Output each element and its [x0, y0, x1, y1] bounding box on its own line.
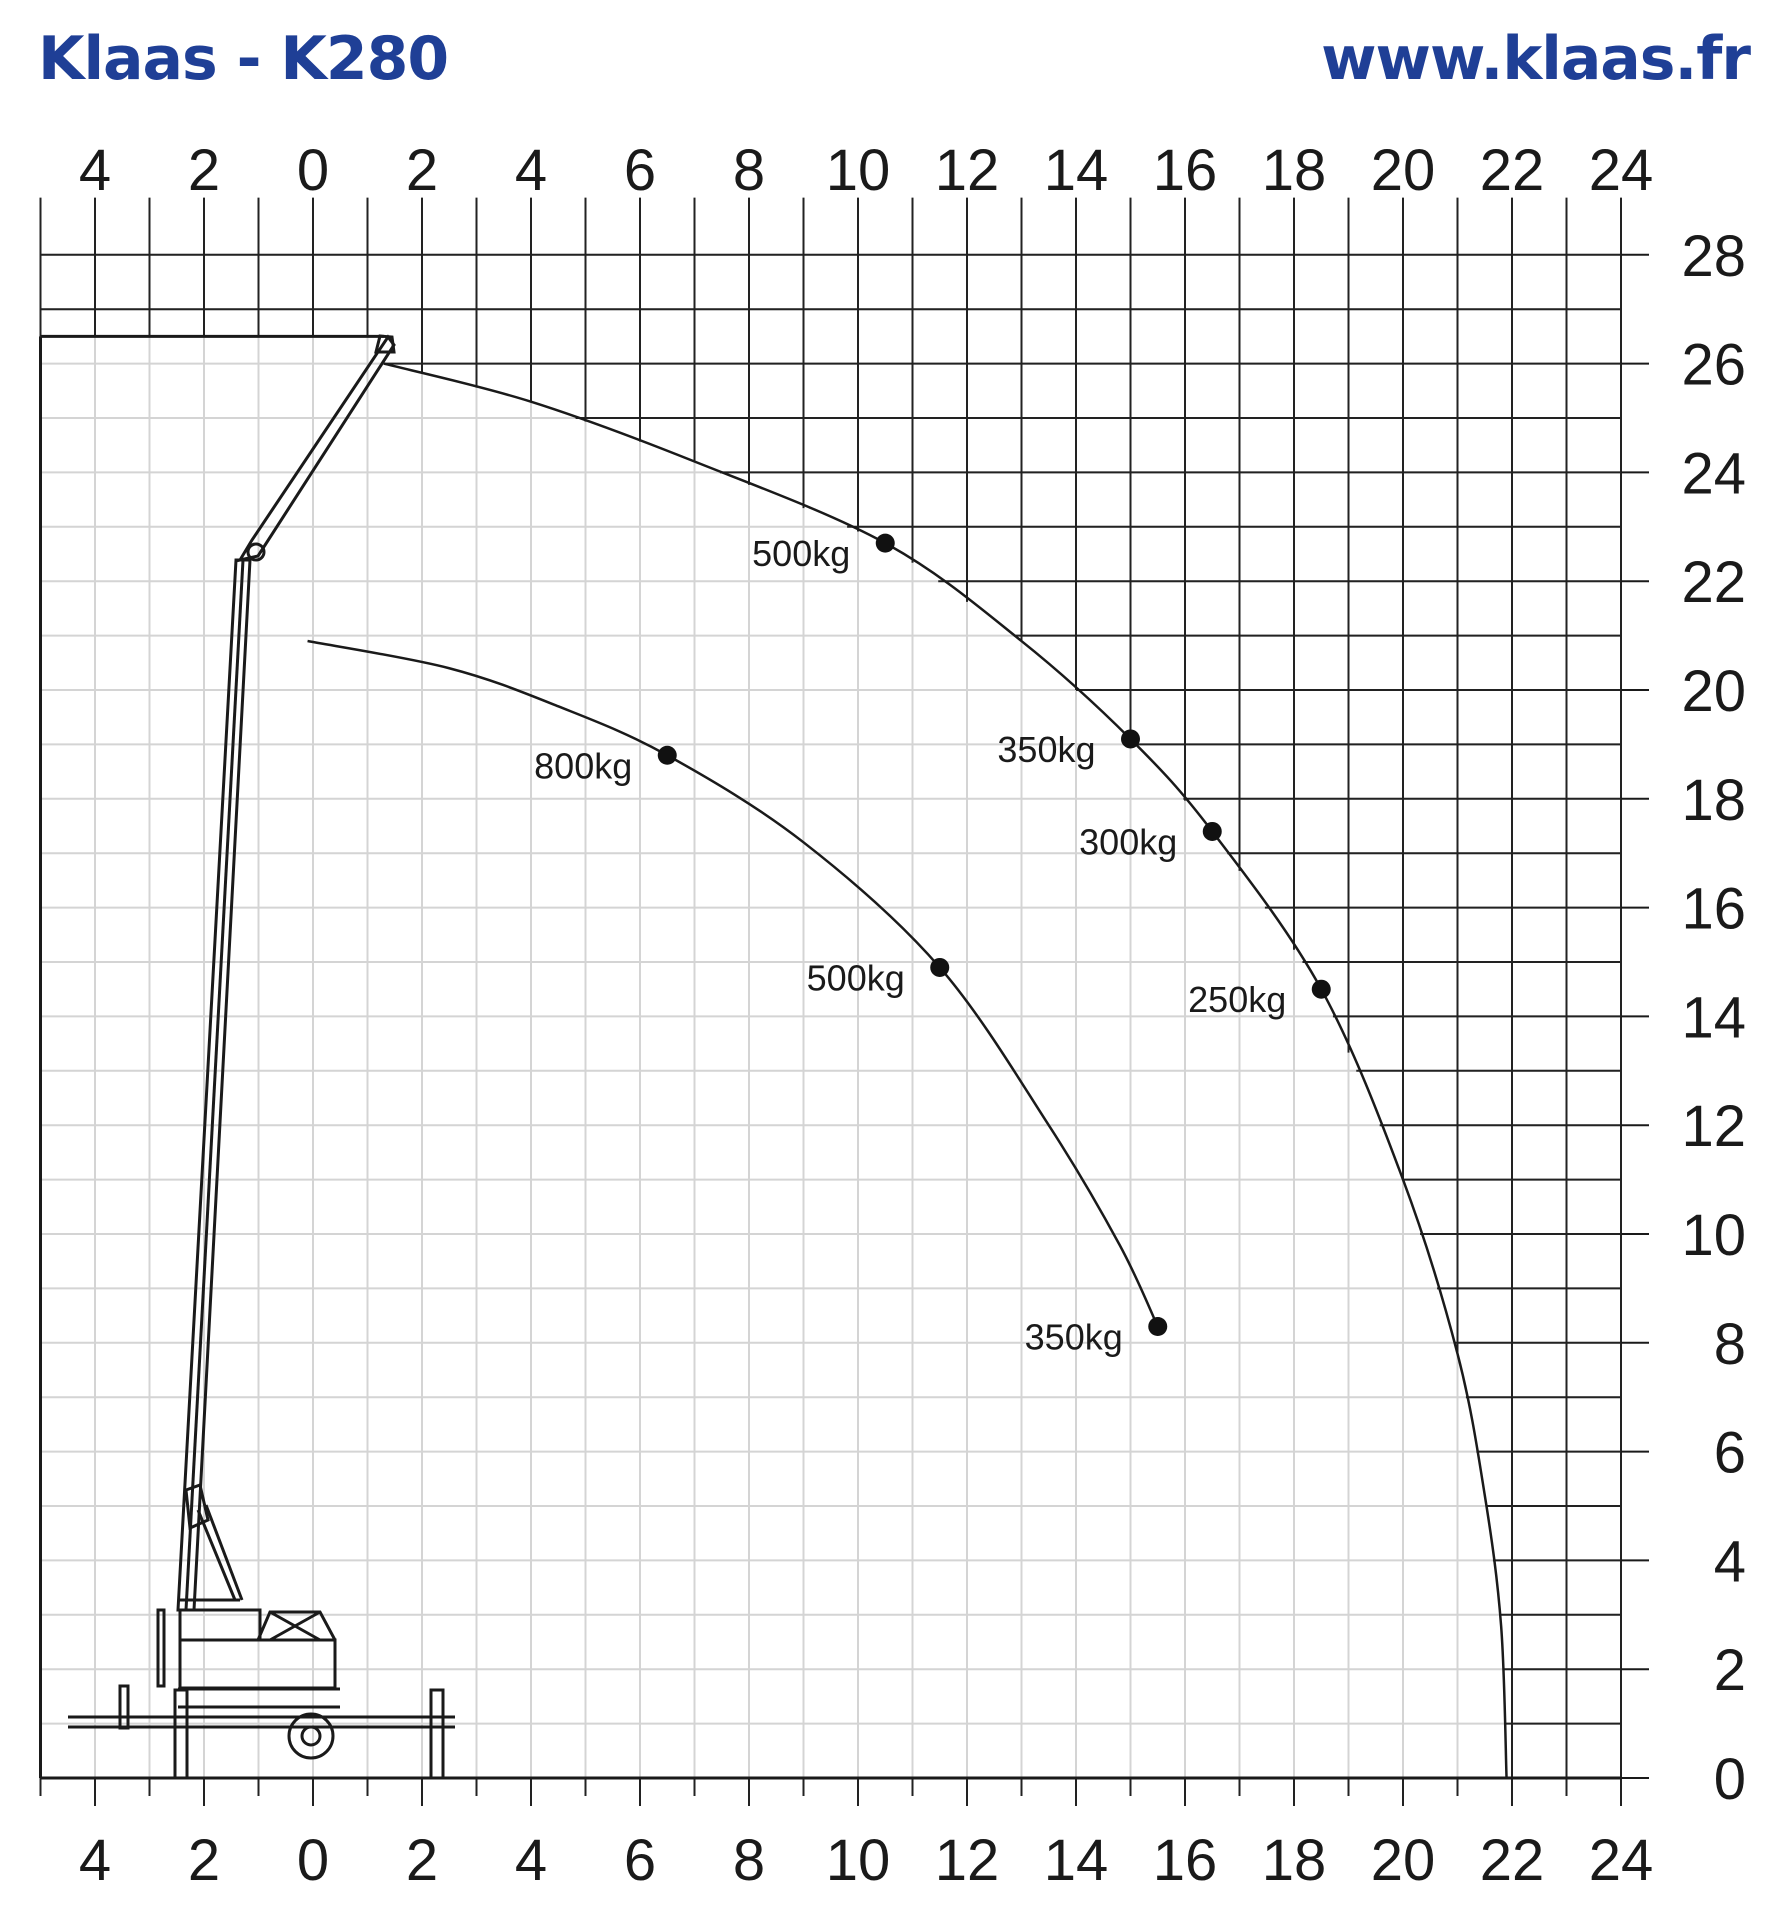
- y-tick-label: 12: [1681, 1094, 1746, 1160]
- x-tick-label-top: 12: [934, 138, 1000, 203]
- load-point-marker: [1121, 729, 1140, 748]
- y-tick-label: 24: [1681, 441, 1746, 507]
- y-tick-label: 16: [1681, 876, 1746, 942]
- y-tick-label: 22: [1681, 550, 1746, 616]
- x-tick-label-bottom: 12: [934, 1828, 1000, 1893]
- x-tick-label-top: 18: [1261, 138, 1327, 203]
- y-tick-label: 2: [1713, 1638, 1746, 1704]
- y-tick-label: 18: [1681, 767, 1746, 833]
- load-point-marker: [1148, 1317, 1167, 1336]
- x-tick-label-bottom: 10: [825, 1828, 891, 1893]
- x-tick-label-top: 2: [405, 138, 439, 203]
- x-tick-label-bottom: 4: [514, 1828, 548, 1893]
- y-tick-label: 26: [1681, 332, 1746, 398]
- website-url: www.klaas.fr: [1321, 24, 1750, 94]
- y-tick-label: 10: [1681, 1203, 1746, 1268]
- load-point-label: 300kg: [1079, 821, 1178, 863]
- x-tick-label-top: 6: [623, 138, 657, 203]
- y-tick-label: 14: [1681, 985, 1746, 1051]
- x-tick-label-top: 20: [1370, 138, 1436, 203]
- load-point-marker: [658, 746, 677, 765]
- load-point-label: 500kg: [752, 533, 851, 575]
- x-tick-label-bottom: 14: [1043, 1828, 1109, 1893]
- y-tick-label: 0: [1713, 1747, 1746, 1812]
- light-grid: [41, 228, 1622, 1778]
- y-tick-label: 6: [1713, 1420, 1746, 1486]
- x-tick-label-top: 8: [732, 138, 766, 203]
- y-tick-label: 28: [1681, 223, 1746, 289]
- load-point-marker: [1203, 822, 1222, 841]
- x-tick-label-top: 0: [296, 138, 330, 203]
- x-tick-label-top: 10: [825, 138, 891, 203]
- y-tick-label: 20: [1681, 659, 1746, 724]
- x-tick-label-top: 14: [1043, 138, 1109, 203]
- x-tick-label-top: 4: [78, 138, 112, 203]
- x-tick-label-top: 2: [187, 138, 221, 203]
- load-point-label: 350kg: [1024, 1316, 1123, 1358]
- x-tick-label-bottom: 6: [623, 1828, 657, 1893]
- load-point-label: 500kg: [806, 957, 905, 999]
- x-tick-label-top: 22: [1479, 138, 1545, 203]
- x-tick-label-bottom: 0: [296, 1828, 330, 1893]
- x-tick-label-bottom: 24: [1588, 1828, 1654, 1893]
- x-tick-label-bottom: 2: [405, 1828, 439, 1893]
- x-tick-label-top: 16: [1152, 138, 1218, 203]
- load-point-marker: [930, 958, 949, 977]
- load-point-label: 800kg: [534, 745, 633, 787]
- load-point-label: 350kg: [997, 728, 1096, 770]
- x-tick-label-bottom: 2: [187, 1828, 221, 1893]
- load-point-marker: [1312, 980, 1331, 999]
- load-point-marker: [876, 534, 895, 553]
- aerial-platform-drawing: [68, 336, 455, 1778]
- x-tick-label-bottom: 18: [1261, 1828, 1327, 1893]
- dark-grid: [41, 198, 1622, 1806]
- x-tick-label-top: 4: [514, 138, 548, 203]
- y-tick-label: 4: [1713, 1529, 1746, 1595]
- x-tick-label-bottom: 4: [78, 1828, 112, 1893]
- y-tick-label: 8: [1713, 1311, 1746, 1377]
- x-tick-label-bottom: 16: [1152, 1828, 1218, 1893]
- chart-title-brand: Klaas - K280: [38, 24, 449, 94]
- x-tick-label-bottom: 8: [732, 1828, 766, 1893]
- x-tick-label-bottom: 22: [1479, 1828, 1545, 1893]
- x-tick-label-top: 24: [1588, 138, 1654, 203]
- x-tick-label-bottom: 20: [1370, 1828, 1436, 1893]
- load-point-label: 250kg: [1188, 979, 1287, 1021]
